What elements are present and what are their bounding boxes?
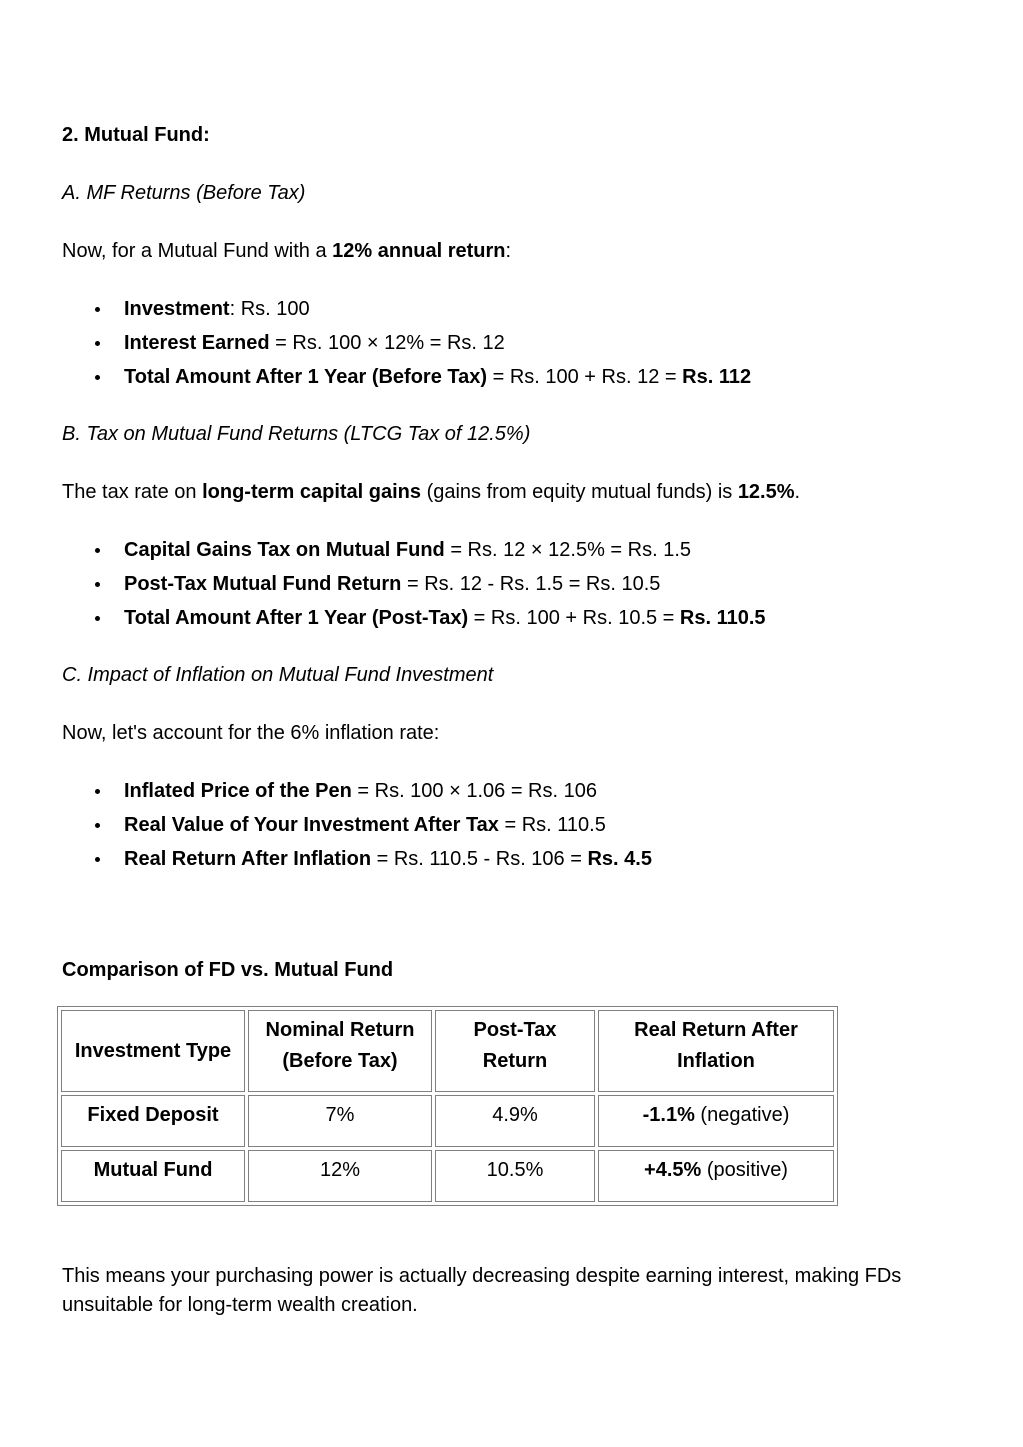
intro-b-mid: (gains from equity mutual funds) is xyxy=(421,481,738,503)
list-item xyxy=(62,536,942,570)
header-real-return: Real Return After Inflation xyxy=(598,1010,834,1092)
item-label: Real Return After Inflation xyxy=(124,848,372,870)
item-label: Total Amount After 1 Year (Post-Tax) xyxy=(124,607,469,629)
item-label: Interest Earned xyxy=(124,332,270,354)
cell-real-value: -1.1% xyxy=(642,1104,695,1126)
item-label: Post-Tax Mutual Fund Return xyxy=(124,573,402,595)
intro-b-text: The tax rate on xyxy=(62,481,203,503)
intro-b xyxy=(62,478,800,506)
subheading-b: B. Tax on Mutual Fund Returns (LTCG Tax of 12.5%) xyxy=(62,423,531,445)
header-investment-type: Investment Type xyxy=(61,1010,245,1092)
comparison-heading: Comparison of FD vs. Mutual Fund xyxy=(62,959,394,981)
subheading-a: A. MF Returns (Before Tax) xyxy=(62,182,306,204)
cell-real-value: +4.5% xyxy=(644,1159,702,1181)
item-text: = Rs. 110.5 xyxy=(498,814,606,836)
cell-real-note: (positive) xyxy=(701,1159,788,1181)
item-text: = Rs. 100 + Rs. 10.5 = xyxy=(468,607,680,629)
list-item xyxy=(62,363,942,397)
list-item xyxy=(62,295,942,329)
list-a xyxy=(62,295,942,397)
intro-a-end: : xyxy=(505,240,512,262)
item-text: = Rs. 110.5 - Rs. 106 = xyxy=(371,848,588,870)
cell-type-text: Mutual Fund xyxy=(93,1159,213,1181)
cell-post-tax: 10.5% xyxy=(435,1150,595,1202)
list-b xyxy=(62,536,942,638)
table-header-row xyxy=(61,1010,834,1092)
header-nominal-return: Nominal Return (Before Tax) xyxy=(248,1010,432,1092)
item-label: Inflated Price of the Pen xyxy=(124,780,352,802)
table-row xyxy=(61,1095,834,1147)
cell-nominal: 7% xyxy=(248,1095,432,1147)
list-c xyxy=(62,777,942,879)
cell-post-tax: 4.9% xyxy=(435,1095,595,1147)
item-label: Total Amount After 1 Year (Before Tax) xyxy=(124,366,488,388)
cell-real xyxy=(598,1095,834,1147)
cell-real-note: (negative) xyxy=(694,1104,790,1126)
conclusion-paragraph: This means your purchasing power is actually decreasing despite earning interest, making FDs unsuitable for long-term wealth creation. xyxy=(62,1265,902,1316)
list-item xyxy=(62,777,942,811)
item-text: = Rs. 12 × 12.5% = Rs. 1.5 xyxy=(444,539,692,561)
list-item xyxy=(62,329,942,363)
intro-a-bold: 12% annual return xyxy=(332,240,506,262)
intro-a-text: Now, for a Mutual Fund with a xyxy=(62,240,333,262)
cell-type xyxy=(61,1095,245,1147)
cell-type-text: Fixed Deposit xyxy=(87,1104,219,1126)
item-label: Real Value of Your Investment After Tax xyxy=(124,814,499,836)
item-text: = Rs. 100 + Rs. 12 = xyxy=(487,366,683,388)
item-text: = Rs. 12 - Rs. 1.5 = Rs. 10.5 xyxy=(401,573,661,595)
intro-b-bold2: 12.5% xyxy=(737,481,795,503)
item-result: Rs. 112 xyxy=(682,366,752,388)
item-text: = Rs. 100 × 12% = Rs. 12 xyxy=(269,332,505,354)
list-item xyxy=(62,570,942,604)
list-item xyxy=(62,845,942,879)
item-text: = Rs. 100 × 1.06 = Rs. 106 xyxy=(351,780,597,802)
intro-b-end: . xyxy=(794,481,801,503)
section-heading: 2. Mutual Fund: xyxy=(62,124,210,146)
cell-real xyxy=(598,1150,834,1202)
item-result: Rs. 4.5 xyxy=(587,848,652,870)
intro-b-bold: long-term capital gains xyxy=(202,481,422,503)
list-item xyxy=(62,604,942,638)
table-row xyxy=(61,1150,834,1202)
item-result: Rs. 110.5 xyxy=(679,607,766,629)
item-label: Investment xyxy=(124,298,230,320)
item-label: Capital Gains Tax on Mutual Fund xyxy=(124,539,445,561)
comparison-table xyxy=(57,1006,838,1206)
subheading-c: C. Impact of Inflation on Mutual Fund Investment xyxy=(62,664,494,686)
list-item xyxy=(62,811,942,845)
cell-type xyxy=(61,1150,245,1202)
item-text: : Rs. 100 xyxy=(229,298,310,320)
header-post-tax-return: Post-Tax Return xyxy=(435,1010,595,1092)
intro-a xyxy=(62,237,511,265)
cell-nominal: 12% xyxy=(248,1150,432,1202)
intro-c: Now, let's account for the 6% inflation rate: xyxy=(62,722,440,744)
